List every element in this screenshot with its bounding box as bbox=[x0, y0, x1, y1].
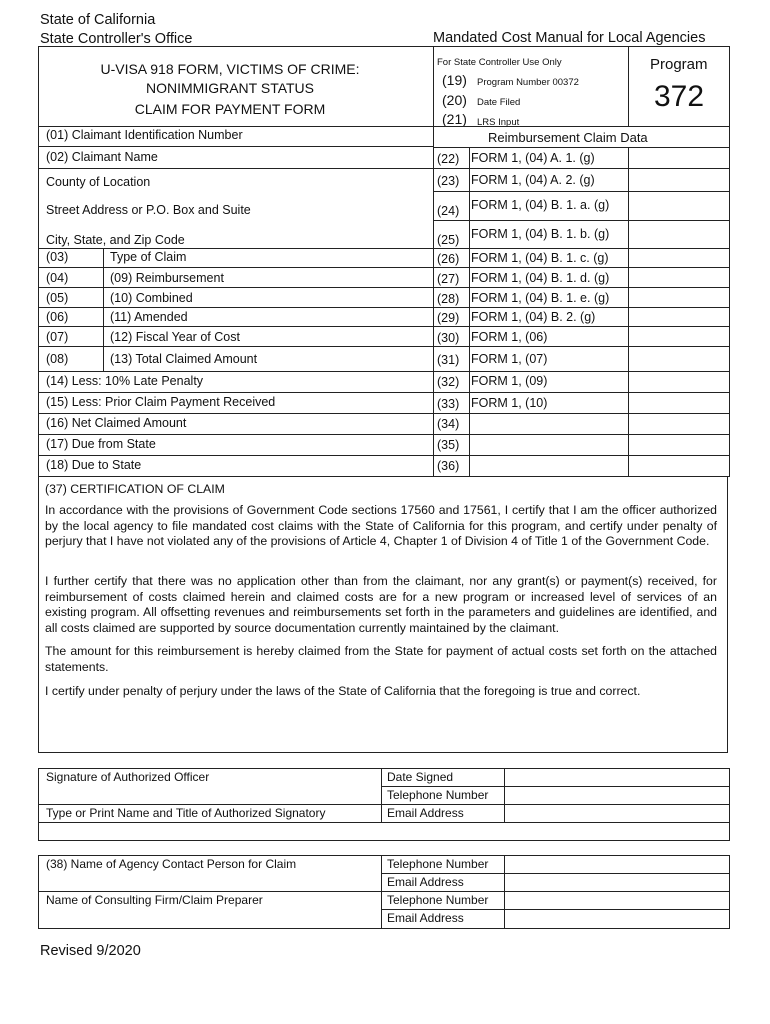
certification-paragraph-4: I certify under penalty of perjury under the laws of the State of California that the foregoing is true and correct. bbox=[45, 684, 641, 698]
form-left-border bbox=[38, 46, 39, 476]
contact-telephone-label: Telephone Number bbox=[387, 857, 489, 871]
office-label: State Controller's Office bbox=[40, 31, 193, 47]
revision-note: Revised 9/2020 bbox=[40, 943, 141, 959]
prior-payment-label: (15) Less: Prior Claim Payment Received bbox=[46, 395, 276, 409]
reimb-row-34-num: (34) bbox=[437, 417, 460, 431]
claim-row-05-num: (05) bbox=[46, 291, 69, 305]
fiscal-year-label: (12) Fiscal Year of Cost bbox=[110, 330, 240, 344]
reimb-row-30-label: FORM 1, (06) bbox=[471, 330, 548, 344]
sco-row-19-num: (19) bbox=[442, 72, 467, 88]
reimb-row-22-num: (22) bbox=[437, 152, 460, 166]
amended-checkbox-label[interactable]: (11) Amended bbox=[110, 310, 188, 324]
claim-row-06-num: (06) bbox=[46, 310, 69, 324]
reimb-row-26-num: (26) bbox=[437, 252, 460, 266]
consulting-firm-label: Name of Consulting Firm/Claim Preparer bbox=[46, 893, 263, 907]
due-to-state-label: (18) Due to State bbox=[46, 458, 142, 472]
reimb-row-33-label: FORM 1, (10) bbox=[471, 396, 548, 410]
date-signed-label: Date Signed bbox=[387, 770, 454, 784]
combined-checkbox-label[interactable]: (10) Combined bbox=[110, 291, 193, 305]
date-filed-field: Date Filed bbox=[477, 97, 521, 108]
city-state-zip-label: City, State, and Zip Code bbox=[46, 233, 185, 247]
signature-officer-label: Signature of Authorized Officer bbox=[46, 770, 210, 784]
type-of-claim-label: Type of Claim bbox=[110, 250, 187, 264]
reimb-row-26-label: FORM 1, (04) B. 1. c. (g) bbox=[471, 251, 609, 265]
reimb-row-22-label: FORM 1, (04) A. 1. (g) bbox=[471, 151, 595, 165]
signature-telephone-label: Telephone Number bbox=[387, 788, 489, 802]
certification-paragraph-1: In accordance with the provisions of Government Code sections 17560 and 17561, I certify that I am the officer authorized by the local agency to file mandated cost claims with the State of California for this program, and certify under penalty of perjury that I have not violated any of the provisions of Article 4, Chapter 1 of Division 4 of Title 1 of the Government Code. bbox=[45, 503, 717, 548]
reimb-row-35-num: (35) bbox=[437, 438, 460, 452]
reimb-row-27-label: FORM 1, (04) B. 1. d. (g) bbox=[471, 271, 610, 285]
reimb-row-25-label: FORM 1, (04) B. 1. b. (g) bbox=[471, 227, 610, 241]
consulting-email-field[interactable] bbox=[506, 910, 728, 928]
signature-telephone-field[interactable] bbox=[506, 787, 728, 803]
form-right-border bbox=[729, 46, 730, 476]
lrs-input-field: LRS Input bbox=[477, 117, 520, 128]
reimb-row-28-label: FORM 1, (04) B. 1. e. (g) bbox=[471, 291, 610, 305]
program-number-field: Program Number 00372 bbox=[477, 77, 579, 88]
form-title-line1: U-VISA 918 FORM, VICTIMS OF CRIME: bbox=[100, 61, 360, 77]
certification-paragraph-3: The amount for this reimbursement is hereby claimed from the State for payment of actual costs set forth on the attached statements. bbox=[45, 644, 717, 674]
reimb-row-23-label: FORM 1, (04) A. 2. (g) bbox=[471, 173, 595, 187]
claim-row-03-num: (03) bbox=[46, 250, 69, 264]
reimb-row-30-num: (30) bbox=[437, 331, 460, 345]
reimb-row-32-label: FORM 1, (09) bbox=[471, 374, 548, 388]
late-penalty-label: (14) Less: 10% Late Penalty bbox=[46, 374, 204, 388]
claim-row-04-num: (04) bbox=[46, 271, 69, 285]
contact-email-label: Email Address bbox=[387, 875, 464, 889]
reimb-row-23-num: (23) bbox=[437, 174, 460, 188]
date-signed-field[interactable] bbox=[506, 769, 728, 785]
reimb-row-33-num: (33) bbox=[437, 397, 460, 411]
program-number: 372 bbox=[654, 80, 705, 113]
reimb-row-31-label: FORM 1, (07) bbox=[471, 352, 548, 366]
certification-paragraph-2: I further certify that there was no application other than from the claimant, nor any grant(s) or payment(s) received, for reimbursement of costs claimed herein and claimed costs are for a new program or increased level of services of an existing program. All offsetting revenues and reimbursements set forth in the parameters and guidelines are identified, and all costs claimed are supported by source documentation currently maintained by the claimant. bbox=[45, 574, 717, 635]
reimb-row-25-num: (25) bbox=[437, 233, 460, 247]
reimb-row-32-num: (32) bbox=[437, 375, 460, 389]
consulting-email-label: Email Address bbox=[387, 911, 464, 925]
claim-row-08-num: (08) bbox=[46, 352, 69, 366]
reimbursement-checkbox-label[interactable]: (09) Reimbursement bbox=[110, 271, 224, 285]
signature-email-field[interactable] bbox=[506, 805, 728, 821]
reimb-row-27-num: (27) bbox=[437, 272, 460, 286]
reimbursement-header: Reimbursement Claim Data bbox=[488, 130, 648, 145]
county-label: County of Location bbox=[46, 175, 151, 189]
street-address-label: Street Address or P.O. Box and Suite bbox=[46, 203, 251, 217]
claimant-name-label: (02) Claimant Name bbox=[46, 150, 158, 164]
due-from-state-label: (17) Due from State bbox=[46, 437, 156, 451]
consulting-telephone-field[interactable] bbox=[506, 892, 728, 908]
form-title-line2: NONIMMIGRANT STATUS bbox=[146, 80, 314, 96]
sco-use-label: For State Controller Use Only bbox=[437, 57, 562, 68]
reimb-row-24-num: (24) bbox=[437, 204, 460, 218]
contact-telephone-field[interactable] bbox=[506, 856, 728, 872]
form-top-border bbox=[38, 46, 730, 47]
program-label: Program bbox=[650, 56, 708, 73]
contact-email-field[interactable] bbox=[506, 874, 728, 890]
sco-row-21-num: (21) bbox=[442, 111, 467, 127]
certification-heading: (37) CERTIFICATION OF CLAIM bbox=[45, 482, 225, 496]
signatory-name-title-label: Type or Print Name and Title of Authorized Signatory bbox=[46, 806, 326, 820]
consulting-telephone-label: Telephone Number bbox=[387, 893, 489, 907]
signature-email-label: Email Address bbox=[387, 806, 464, 820]
total-claimed-label: (13) Total Claimed Amount bbox=[110, 352, 258, 366]
reimb-row-29-label: FORM 1, (04) B. 2. (g) bbox=[471, 310, 596, 324]
net-claimed-label: (16) Net Claimed Amount bbox=[46, 416, 187, 430]
reimb-row-29-num: (29) bbox=[437, 311, 460, 325]
reimb-row-24-label: FORM 1, (04) B. 1. a. (g) bbox=[471, 198, 610, 212]
agency-contact-label: (38) Name of Agency Contact Person for Claim bbox=[46, 857, 297, 871]
claimant-id-label: (01) Claimant Identification Number bbox=[46, 128, 243, 142]
reimb-row-36-num: (36) bbox=[437, 459, 460, 473]
reimb-row-28-num: (28) bbox=[437, 292, 460, 306]
state-label: State of California bbox=[40, 12, 156, 28]
form-title-line3: CLAIM FOR PAYMENT FORM bbox=[134, 101, 326, 117]
claim-row-07-num: (07) bbox=[46, 330, 69, 344]
reimb-row-31-num: (31) bbox=[437, 353, 460, 367]
sco-row-20-num: (20) bbox=[442, 92, 467, 108]
manual-title: Mandated Cost Manual for Local Agencies bbox=[433, 30, 706, 46]
